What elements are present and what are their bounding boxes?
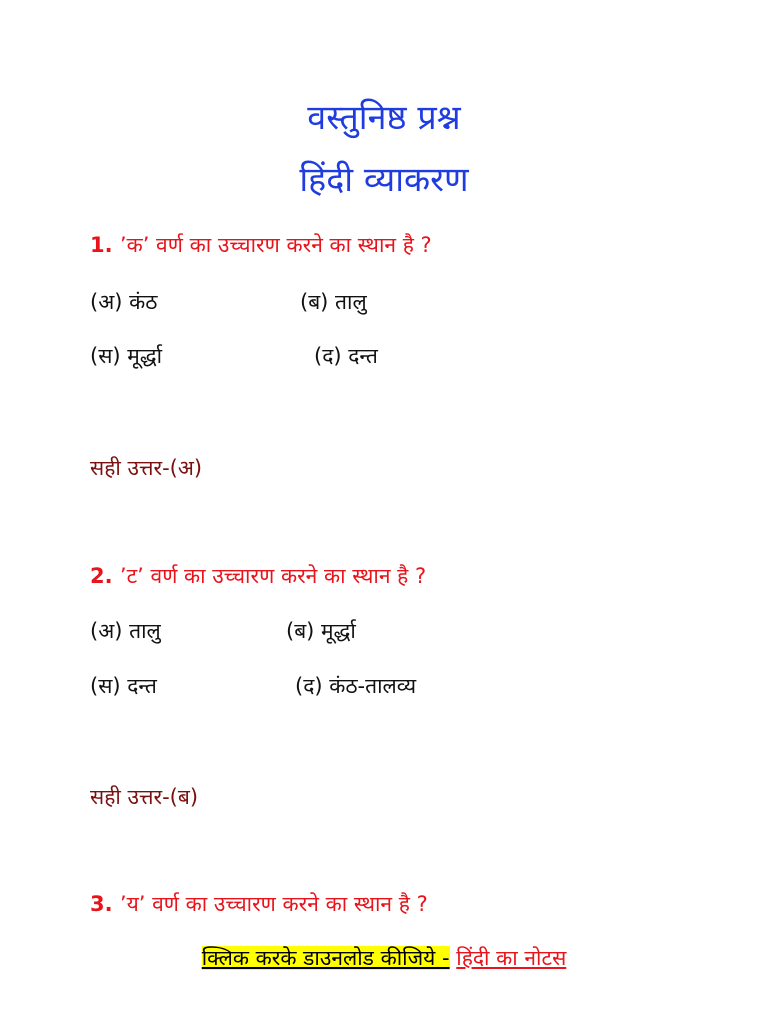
question-number: 3.	[90, 892, 113, 916]
question-2	[90, 562, 426, 590]
option-c: (स) मूर्द्धा	[90, 344, 163, 368]
answer-2: सही उत्तर-(ब)	[90, 785, 199, 809]
option-a: (अ) तालु	[90, 619, 161, 643]
question-number: 2.	[90, 564, 113, 588]
option-d: (द) कंठ-तालव्य	[295, 674, 417, 698]
page-title: वस्तुनिष्ठ प्रश्न	[307, 98, 461, 138]
hindi-notes-link[interactable]: हिंदी का नोटस	[456, 946, 567, 970]
answer-1: सही उत्तर-(अ)	[90, 456, 203, 480]
download-cta-text: क्लिक करके डाउनलोड कीजिये -	[201, 946, 450, 970]
page-subtitle: हिंदी व्याकरण	[299, 160, 469, 200]
option-c: (स) दन्त	[90, 674, 157, 698]
option-a: (अ) कंठ	[90, 290, 158, 314]
question-1	[90, 231, 432, 259]
option-b: (ब) मूर्द्धा	[286, 619, 356, 643]
option-d: (द) दन्त	[314, 344, 378, 368]
question-text: ’क’ वर्ण का उच्चारण करने का स्थान है ?	[119, 233, 432, 257]
option-b: (ब) तालु	[300, 290, 367, 314]
question-number: 1.	[90, 233, 113, 257]
question-text: ’ट’ वर्ण का उच्चारण करने का स्थान है ?	[119, 564, 427, 588]
question-3	[90, 890, 428, 918]
download-banner	[0, 943, 768, 973]
question-text: ’य’ वर्ण का उच्चारण करने का स्थान है ?	[119, 892, 428, 916]
